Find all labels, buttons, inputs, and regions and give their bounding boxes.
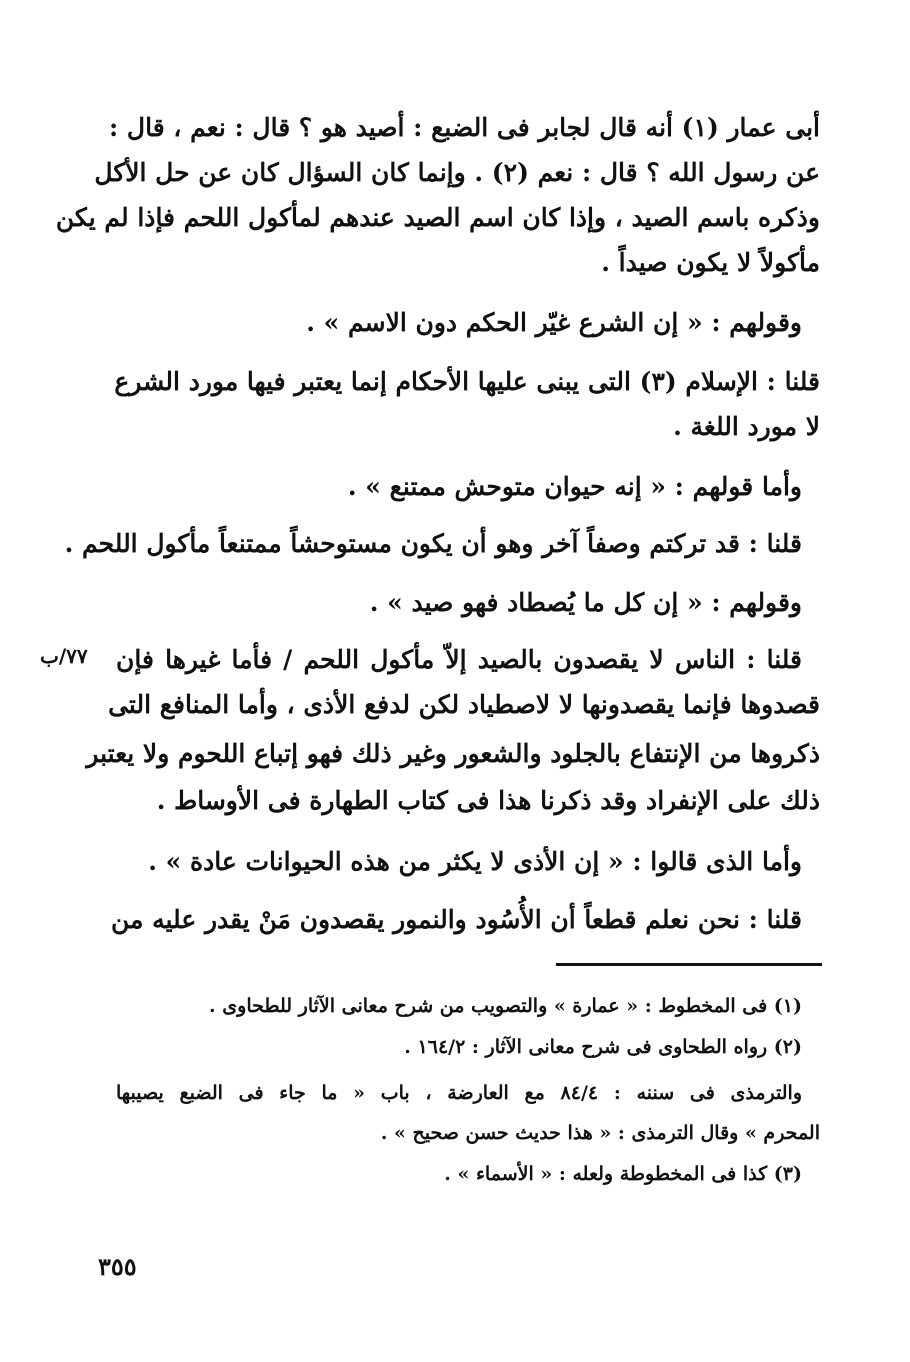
body-line: أبى عمار (١) أنه قال لجابر فى الضبع : أصيد هو ؟ قال : نعم ، قال : [109,113,820,142]
footnote-separator [556,963,822,966]
footnote: والترمذى فى سننه : ٨٤/٤ مع العارضة ، باب « ما جاء فى الضبع يصيبها [116,1082,802,1104]
body-line: ذلك على الإنفراد وقد ذكرنا هذا فى كتاب الطهارة فى الأوساط . [156,786,820,815]
body-line: قلنا : قد تركتم وصفاً آخر وهو أن يكون مستوحشاً ممتنعاً مأكول اللحم . [64,529,802,558]
body-line: وقولهم : « إن الشرع غيّر الحكم دون الاسم » . [306,308,802,337]
body-line: عن رسول الله ؟ قال : نعم (٢) . وإنما كان السؤال كان عن حل الأكل [94,158,820,187]
body-line: وقولهم : « إن كل ما يُصطاد فهو صيد » . [369,588,802,617]
body-line: قصدوها فإنما يقصدونها لا لاصطياد لكن لدفع الأذى ، وأما المنافع التى [108,690,820,719]
body-line: وأما الذى قالوا : « إن الأذى لا يكثر من هذه الحيوانات عادة » . [148,847,802,876]
body-line: وأما قولهم : « إنه حيوان متوحش ممتنع » . [347,472,802,501]
body-line: مأكولاً لا يكون صيداً . [601,248,820,277]
body-line: قلنا : الإسلام (٣) التى يبنى عليها الأحكام إنما يعتبر فيها مورد الشرع [114,367,820,396]
body-line: وذكره باسم الصيد ، وإذا كان اسم الصيد عندهم لمأكول اللحم فإذا لم يكن [55,203,820,232]
folio-margin-note: ٧٧/ب [40,644,88,668]
page-number: ٣٥٥ [98,1252,137,1281]
footnote: المحرم » وقال الترمذى : « هذا حديث حسن صحيح » . [380,1122,820,1144]
footnote: (١) فى المخطوط : « عمارة » والتصويب من شرح معانى الآثار للطحاوى . [209,995,802,1017]
footnote: (٢) رواه الطحاوى فى شرح معانى الآثار : ١٦٤/٢ . [404,1036,802,1058]
footnote: (٣) كذا فى المخطوطة ولعله : « الأسماء » . [444,1163,802,1185]
body-line: ذكروها من الإنتفاع بالجلود والشعور وغير ذلك فهو إتباع اللحوم ولا يعتبر [86,739,820,768]
body-line: لا مورد اللغة . [673,412,820,441]
body-line: قلنا : نحن نعلم قطعاً أن الأُسُود والنمور يقصدون مَنْ يقدر عليه من [110,905,802,934]
body-line: قلنا : الناس لا يقصدون بالصيد إلاّ مأكول اللحم / فأما غيرها فإن [116,645,802,674]
